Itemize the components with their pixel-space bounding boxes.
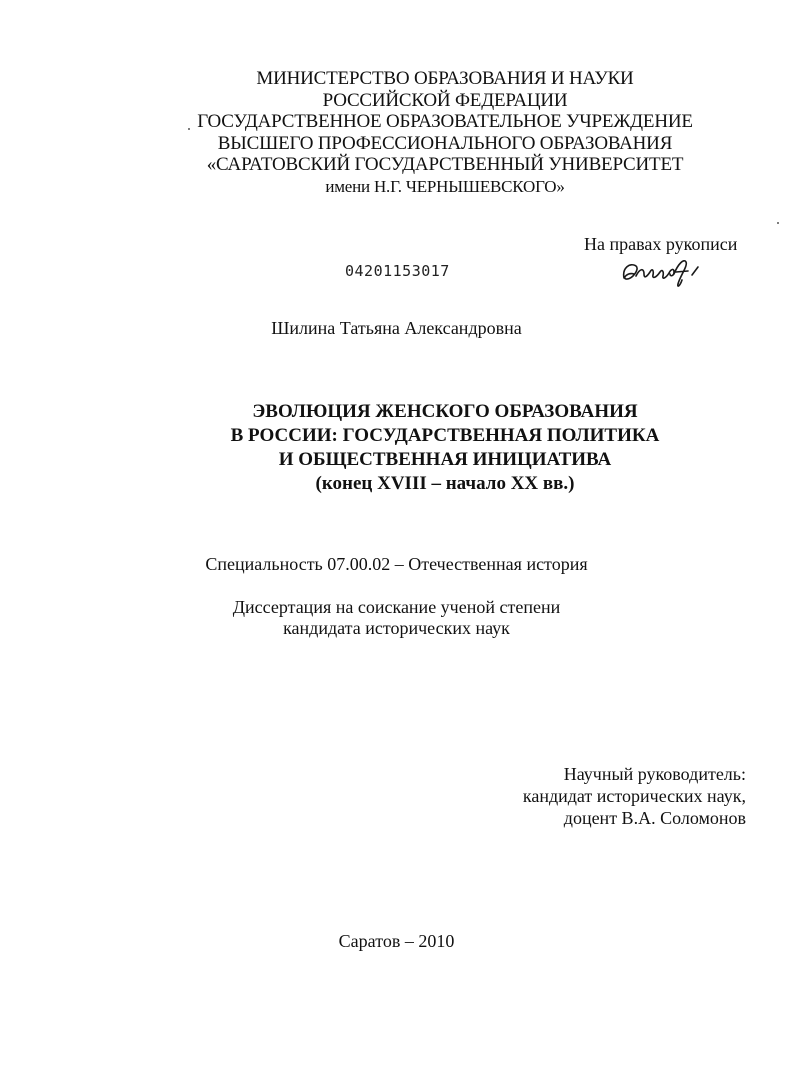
header-line: МИНИСТЕРСТВО ОБРАЗОВАНИЯ И НАУКИ xyxy=(256,68,634,89)
advisor-line: доцент В.А. Соломонов xyxy=(563,808,746,828)
handwritten-signature xyxy=(618,254,708,290)
header-line: ВЫСШЕГО ПРОФЕССИОНАЛЬНОГО ОБРАЗОВАНИЯ xyxy=(217,132,673,154)
degree-line: кандидата исторических наук xyxy=(283,618,510,638)
title-line: ЭВОЛЮЦИЯ ЖЕНСКОГО ОБРАЗОВАНИЯ xyxy=(252,401,638,422)
city-year: Саратов – 2010 xyxy=(338,931,455,951)
scan-speck xyxy=(777,222,779,224)
dissertation-title xyxy=(150,400,740,496)
advisor-line: Научный руководитель: xyxy=(563,764,746,784)
header-line: «САРАТОВСКИЙ ГОСУДАРСТВЕННЫЙ УНИВЕРСИТЕТ xyxy=(206,154,684,175)
degree-statement xyxy=(0,597,793,639)
advisor-line: кандидат исторических наук, xyxy=(522,786,746,806)
catalog-number: 04201153017 xyxy=(345,262,450,280)
header-line: имени Н.Г. ЧЕРНЫШЕВСКОГО» xyxy=(325,176,565,196)
header-line: РОССИЙСКОЙ ФЕДЕРАЦИИ xyxy=(322,89,568,111)
specialty: Специальность 07.00.02 – Отечественная история xyxy=(205,554,588,574)
title-line: (конец XVIII – начало XX вв.) xyxy=(315,473,575,494)
author-name: Шилина Татьяна Александровна xyxy=(271,318,522,338)
scientific-advisor xyxy=(523,763,746,829)
header-line: ГОСУДАРСТВЕННОЕ ОБРАЗОВАТЕЛЬНОЕ УЧРЕЖДЕНИЕ xyxy=(197,111,693,132)
scan-speck xyxy=(188,128,190,130)
title-line: В РОССИИ: ГОСУДАРСТВЕННАЯ ПОЛИТИКА xyxy=(230,425,660,446)
rights-notice: На правах рукописи xyxy=(584,234,738,254)
institution-header xyxy=(150,68,740,197)
degree-line: Диссертация на соискание ученой степени xyxy=(232,597,561,617)
title-line: И ОБЩЕСТВЕННАЯ ИНИЦИАТИВА xyxy=(278,449,612,470)
